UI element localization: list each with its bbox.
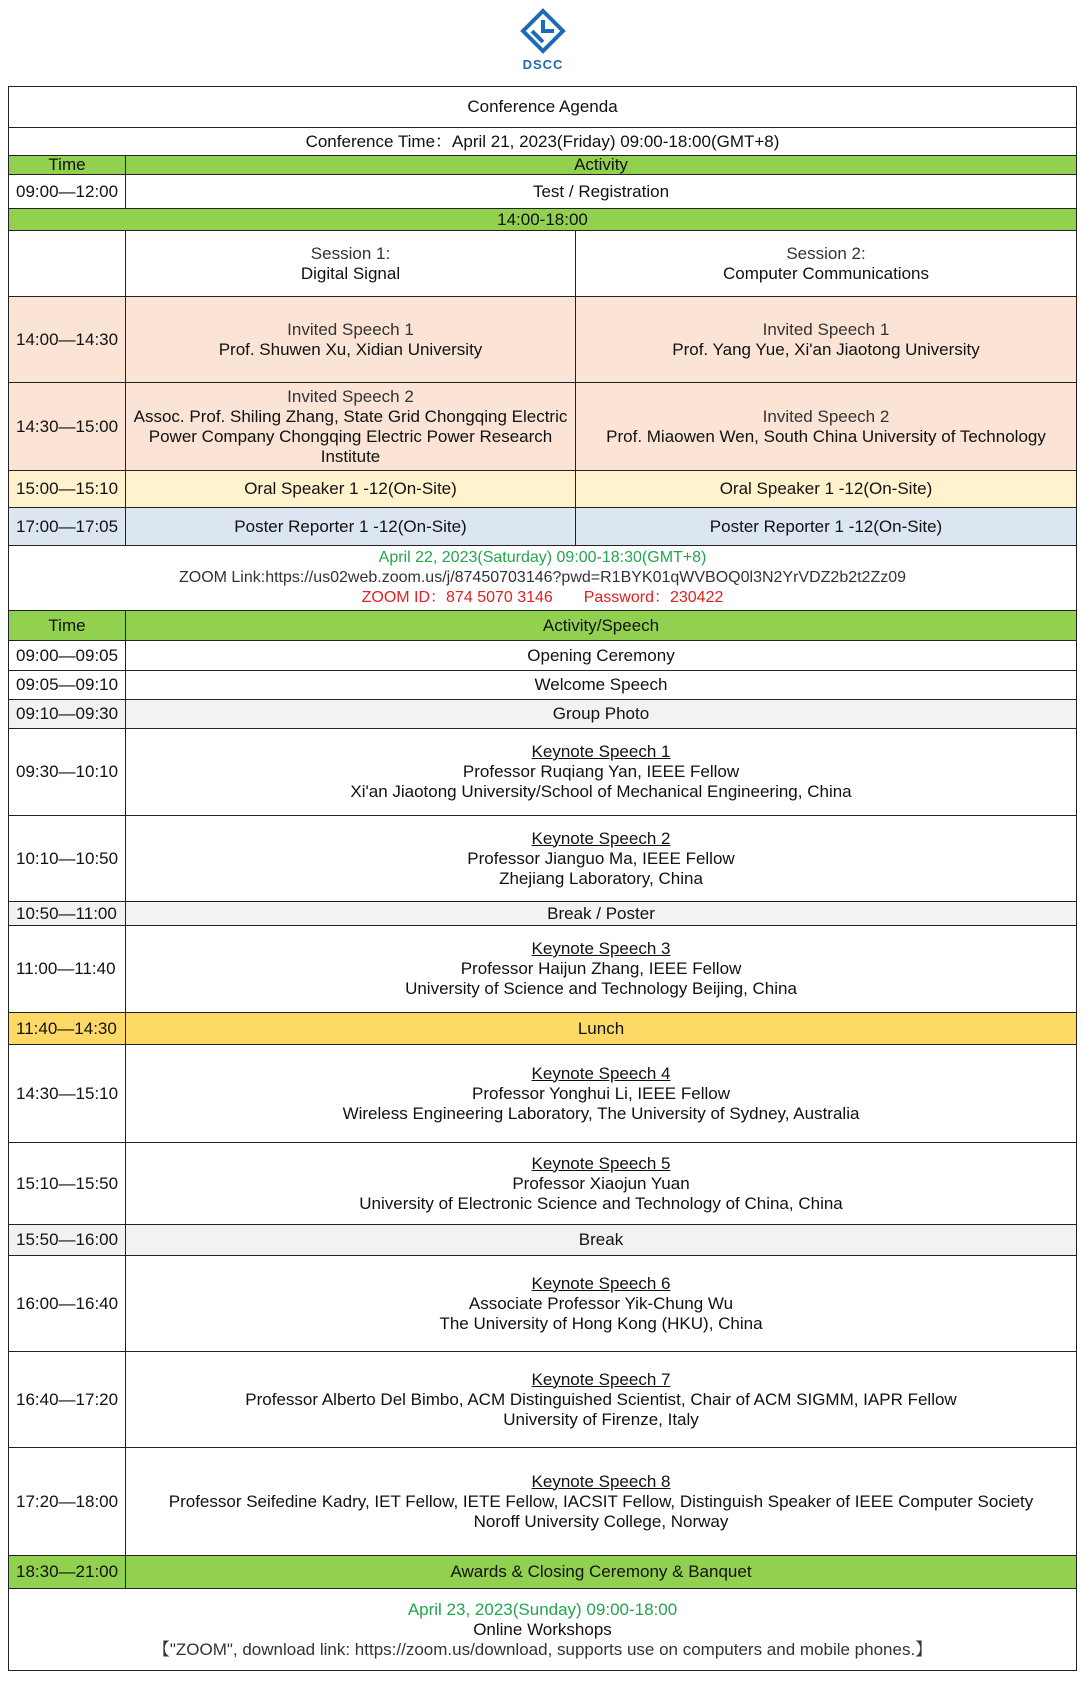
time-cell: 09:00—12:00: [9, 175, 126, 209]
keynote-affiliation: University of Firenze, Italy: [503, 1409, 699, 1429]
session2-name: Computer Communications: [723, 263, 929, 283]
activity-cell: Test / Registration: [126, 175, 1077, 209]
table-row: [9, 1448, 1077, 1556]
invited-cell: [126, 297, 576, 383]
activity-cell: Welcome Speech: [126, 671, 1077, 700]
time-cell: 16:40—17:20: [9, 1352, 126, 1448]
session2-label: Session 2:: [786, 243, 866, 263]
keynote-title: Keynote Speech 8: [531, 1471, 671, 1491]
day1-header-row: [9, 156, 1077, 175]
oral-cell: Oral Speaker 1 -12(On-Site): [576, 471, 1077, 508]
invited-label: Invited Speech 2: [287, 386, 414, 406]
poster-cell: Poster Reporter 1 -12(On-Site): [126, 508, 576, 546]
table-row: [9, 1143, 1077, 1225]
table-row: [9, 1352, 1077, 1448]
table-row: [9, 641, 1077, 671]
keynote-cell: [126, 1143, 1077, 1225]
keynote-speaker: Professor Seifedine Kadry, IET Fellow, IETE Fellow, IACSIT Fellow, Distinguish Speaker of IEEE Computer Society: [168, 1491, 1034, 1511]
keynote-title: Keynote Speech 4: [531, 1063, 671, 1083]
session1-cell: [126, 231, 576, 297]
table-row: [9, 1225, 1077, 1256]
day1-col-time: Time: [9, 156, 126, 175]
time-cell: 15:00—15:10: [9, 471, 126, 508]
activity-cell: Break: [126, 1225, 1077, 1256]
invited-speaker: Prof. Shuwen Xu, Xidian University: [218, 339, 483, 359]
table-row: [9, 902, 1077, 926]
table-row: [9, 700, 1077, 729]
time-cell: 15:10—15:50: [9, 1143, 126, 1225]
time-cell: 11:40—14:30: [9, 1013, 126, 1045]
day2-col-time: Time: [9, 611, 126, 641]
time-cell: 09:10—09:30: [9, 700, 126, 729]
zoom-link[interactable]: ZOOM Link:https://us02web.zoom.us/j/87450703146?pwd=R1BYK01qWVBOQ0l3N2YrVDZ2b2t2Zz09: [178, 569, 907, 586]
invited-label: Invited Speech 1: [287, 319, 414, 339]
keynote-title: Keynote Speech 1: [531, 742, 671, 761]
table-row: [9, 816, 1077, 902]
title-row: [9, 87, 1077, 128]
day3-row: [9, 1589, 1077, 1671]
invited-cell: [126, 383, 576, 471]
day3-note: 【"ZOOM", download link: https://zoom.us/download, supports use on computers and mobile phones.】: [152, 1639, 933, 1659]
zoom-password: Password：230422: [583, 589, 724, 606]
day1-col-activity: Activity: [126, 156, 1077, 175]
table-row: [9, 383, 1077, 471]
time-cell: 09:00—09:05: [9, 641, 126, 671]
keynote-speaker: Professor Ruqiang Yan, IEEE Fellow: [462, 762, 740, 781]
keynote-speaker: Professor Xiaojun Yuan: [512, 1173, 690, 1193]
table-row: [9, 175, 1077, 209]
keynote-cell: [126, 729, 1077, 816]
time-cell: 11:00—11:40: [9, 926, 126, 1013]
table-row: [9, 471, 1077, 508]
keynote-cell: [126, 1352, 1077, 1448]
activity-cell: Awards & Closing Ceremony & Banquet: [126, 1556, 1077, 1589]
keynote-title: Keynote Speech 3: [531, 939, 671, 958]
keynote-affiliation: Zhejiang Laboratory, China: [499, 868, 703, 888]
keynote-speaker: Professor Haijun Zhang, IEEE Fellow: [460, 959, 742, 978]
activity-cell: Lunch: [126, 1013, 1077, 1045]
time-cell: 10:50—11:00: [9, 902, 126, 926]
invited-speaker: Assoc. Prof. Shiling Zhang, State Grid Chongqing Electric Power Company Chongqing Electric Power Research Institute: [133, 406, 568, 466]
session1-label: Session 1:: [310, 243, 391, 263]
table-row: [9, 1556, 1077, 1589]
time-cell: 14:30—15:10: [9, 1045, 126, 1143]
poster-cell: Poster Reporter 1 -12(On-Site): [576, 508, 1077, 546]
keynote-title: Keynote Speech 6: [531, 1273, 671, 1293]
afternoon-row: [9, 209, 1077, 231]
agenda-title: Conference Agenda: [9, 87, 1077, 128]
session2-cell: [576, 231, 1077, 297]
keynote-title: Keynote Speech 2: [531, 828, 671, 848]
time-cell: 18:30—21:00: [9, 1556, 126, 1589]
day2-header-row: [9, 611, 1077, 641]
day2-col-activity: Activity/Speech: [126, 611, 1077, 641]
dscc-logo-icon: [518, 8, 568, 56]
agenda-table: [8, 86, 1077, 1671]
keynote-speaker: Professor Jianguo Ma, IEEE Fellow: [467, 848, 735, 868]
dscc-logo: [515, 8, 571, 78]
table-row: [9, 1256, 1077, 1352]
day1-time-row: [9, 128, 1077, 156]
table-row: [9, 926, 1077, 1013]
time-cell: 10:10—10:50: [9, 816, 126, 902]
keynote-affiliation: University of Science and Technology Beijing, China: [405, 979, 797, 998]
keynote-title: Keynote Speech 7: [531, 1369, 671, 1389]
table-row: [9, 729, 1077, 816]
invited-cell: [576, 383, 1077, 471]
table-row: [9, 1013, 1077, 1045]
table-row: [9, 671, 1077, 700]
keynote-cell: [126, 1045, 1077, 1143]
invited-label: Invited Speech 1: [762, 319, 890, 339]
logo-text: DSCC: [522, 57, 564, 72]
time-cell: 17:00—17:05: [9, 508, 126, 546]
day2-info-row: [9, 546, 1077, 611]
keynote-cell: [126, 926, 1077, 1013]
time-cell: 09:05—09:10: [9, 671, 126, 700]
keynote-cell: [126, 816, 1077, 902]
invited-speaker: Prof. Yang Yue, Xi'an Jiaotong University: [672, 339, 980, 359]
keynote-affiliation: Wireless Engineering Laboratory, The University of Sydney, Australia: [342, 1103, 860, 1123]
keynote-speaker: Professor Alberto Del Bimbo, ACM Distinguished Scientist, Chair of ACM SIGMM, IAPR Fellow: [245, 1389, 957, 1409]
zoom-id: ZOOM ID：874 5070 3146: [361, 589, 553, 606]
keynote-title: Keynote Speech 5: [531, 1153, 671, 1173]
keynote-affiliation: Noroff University College, Norway: [473, 1511, 729, 1531]
oral-cell: Oral Speaker 1 -12(On-Site): [126, 471, 576, 508]
session1-name: Digital Signal: [300, 263, 401, 283]
day3-title: Online Workshops: [473, 1619, 612, 1639]
keynote-cell: [126, 1256, 1077, 1352]
day3-cell: [9, 1589, 1077, 1671]
afternoon-label: 14:00-18:00: [9, 209, 1077, 231]
day1-conference-time: Conference Time：April 21, 2023(Friday) 09:00-18:00(GMT+8): [9, 128, 1077, 156]
time-cell: 16:00—16:40: [9, 1256, 126, 1352]
keynote-affiliation: The University of Hong Kong (HKU), China: [439, 1313, 763, 1333]
invited-cell: [576, 297, 1077, 383]
keynote-speaker: Professor Yonghui Li, IEEE Fellow: [472, 1083, 730, 1103]
session-row: [9, 231, 1077, 297]
keynote-speaker: Associate Professor Yik-Chung Wu: [468, 1293, 734, 1313]
keynote-affiliation: University of Electronic Science and Technology of China, China: [359, 1193, 843, 1213]
activity-cell: Group Photo: [126, 700, 1077, 729]
time-cell: 09:30—10:10: [9, 729, 126, 816]
invited-speaker: Prof. Miaowen Wen, South China University of Technology: [606, 426, 1046, 446]
day2-info-cell: [9, 546, 1077, 611]
empty-cell: [9, 231, 126, 297]
invited-label: Invited Speech 2: [762, 406, 890, 426]
time-cell: 15:50—16:00: [9, 1225, 126, 1256]
day3-date: April 23, 2023(Sunday) 09:00-18:00: [407, 1599, 678, 1619]
keynote-affiliation: Xi'an Jiaotong University/School of Mechanical Engineering, China: [350, 782, 852, 801]
day2-date: April 22, 2023(Saturday) 09:00-18:30(GMT+8): [378, 549, 707, 566]
activity-cell: Break / Poster: [126, 902, 1077, 926]
time-cell: 17:20—18:00: [9, 1448, 126, 1556]
time-cell: 14:30—15:00: [9, 383, 126, 471]
time-cell: 14:00—14:30: [9, 297, 126, 383]
keynote-cell: [126, 1448, 1077, 1556]
activity-cell: Opening Ceremony: [126, 641, 1077, 671]
zoom-credentials: [13, 588, 1072, 608]
table-row: [9, 1045, 1077, 1143]
table-row: [9, 508, 1077, 546]
table-row: [9, 297, 1077, 383]
